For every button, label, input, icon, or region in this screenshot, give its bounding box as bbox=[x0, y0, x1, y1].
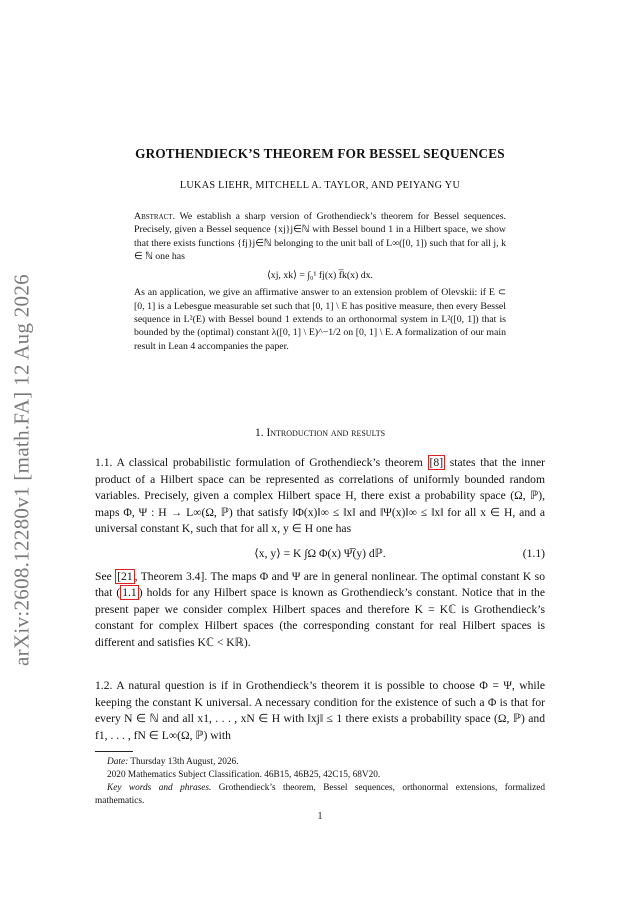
display-equation bbox=[95, 546, 545, 563]
text-segment: See bbox=[95, 569, 116, 583]
footnote-label: Key words and phrases. bbox=[107, 783, 212, 793]
text-segment: , Theorem 3.4]. The maps Φ and Ψ are in general nonlinear. The optimal constant K so that ( bbox=[95, 569, 545, 600]
section-heading: 1. Introduction and results bbox=[254, 427, 386, 439]
footnotes bbox=[95, 756, 545, 808]
citation-link[interactable]: [8] bbox=[429, 456, 444, 469]
footnote-label: Date: bbox=[107, 757, 129, 767]
page-number: 1 bbox=[317, 811, 323, 822]
text-segment: 1.1. A classical probabilistic formulation of Grothendieck’s theorem bbox=[95, 456, 428, 469]
abstract bbox=[134, 210, 506, 353]
abstract-text-1: We establish a sharp version of Grothendieck’s theorem for Bessel sequences. Precisely, given a Bessel sequence {xj}j∈ℕ with Bessel bound 1 in a Hilbert space, we show that there exists functions {fj}j∈ℕ belonging to the unit ball of L∞([0, 1]) such that for all j, k ∈ ℕ one has bbox=[134, 211, 506, 262]
footnote-value: 46B15, 46B25, 42C15, 68V20. bbox=[264, 770, 381, 780]
footnote-date bbox=[95, 756, 545, 769]
paragraph-1-1 bbox=[95, 455, 545, 652]
paper-authors: LUKAS LIEHR, MITCHELL A. TAYLOR, AND PEIYANG YU bbox=[179, 180, 461, 191]
equation-body: ⟨x, y⟩ = K ∫Ω Φ(x) Ψ̅(y) dℙ. bbox=[254, 546, 386, 560]
equation-ref-link[interactable]: 1.1 bbox=[122, 586, 137, 600]
abstract-text-2: As an application, we give an affirmative answer to an extension problem of Olevskii: if E ⊂ [0, 1] is a Lebesgue measurable set such that [0, 1] \ E has positive measure, then every Bessel sequence in L²(E) with Bessel bound 1 extends to an orthonormal system in L²([0, 1]) that is bounded by the (optimal) constant λ([0, 1] \ E)^−1/2 on [0, 1] \ E. A formalization of our main result in Lean 4 accompanies the paper. bbox=[134, 287, 506, 352]
text-segment: states that the inner product of a Hilbert space can be represented as correlations of uniformly bounded random variables. Precisely, given a complex Hilbert space H, there exist a probability space (Ω, ℙ), maps Φ, Ψ : H → L∞(Ω, ℙ) that satisfy ‖Φ(x)‖∞ ≤ ‖x‖ and ‖Ψ(x)‖∞ ≤ ‖x‖ for all x ∈ H, and a universal constant K, such that for all x, y ∈ H one has bbox=[95, 456, 545, 536]
equation-number: (1.1) bbox=[522, 546, 545, 560]
citation-link[interactable]: [21 bbox=[117, 569, 133, 583]
arxiv-identifier-text: arXiv:2608.12280v1 [math.FA] 12 Aug 2026 bbox=[9, 274, 34, 666]
paper-title: GROTHENDIECK’S THEOREM FOR BESSEL SEQUENCES bbox=[135, 146, 505, 161]
footnote-value: Thursday 13th August, 2026. bbox=[130, 757, 239, 767]
footnote-keywords bbox=[95, 782, 545, 808]
footnote-msc bbox=[95, 769, 545, 782]
abstract-label: Abstract. bbox=[134, 211, 176, 222]
abstract-equation: ⟨xj, xk⟩ = ∫₀¹ fj(x) f̅k(x) dx. bbox=[266, 270, 373, 282]
footnote-label: 2020 Mathematics Subject Classification. bbox=[107, 770, 262, 780]
paragraph-1-2 bbox=[95, 678, 545, 744]
footnote-value: Grothendieck’s theorem, Bessel sequences, orthonormal extensions, formalized mathematics. bbox=[95, 783, 546, 806]
footnote-rule bbox=[95, 751, 133, 752]
paragraph-1-2-text: 1.2. A natural question is if in Grothendieck’s theorem it is possible to choose Φ = Ψ, while keeping the constant K universal. A necessary condition for the existence of such a Φ is that for every N ∈ ℕ and all x1, . . . , xN ∈ H with ‖xj‖ ≤ 1 there exists a probability space (Ω, ℙ) and f1, . . . , fN ∈ L∞(Ω, ℙ) with bbox=[95, 679, 545, 742]
text-segment: ) holds for any Hilbert space is known as Grothendieck’s constant. Notice that in the present paper we consider complex Hilbert spaces and therefore K = Kℂ is Grothendieck’s constant for complex Hilbert spaces (the corresponding constant for real Hilbert spaces is different and satisfies Kℂ < Kℝ). bbox=[95, 586, 545, 649]
